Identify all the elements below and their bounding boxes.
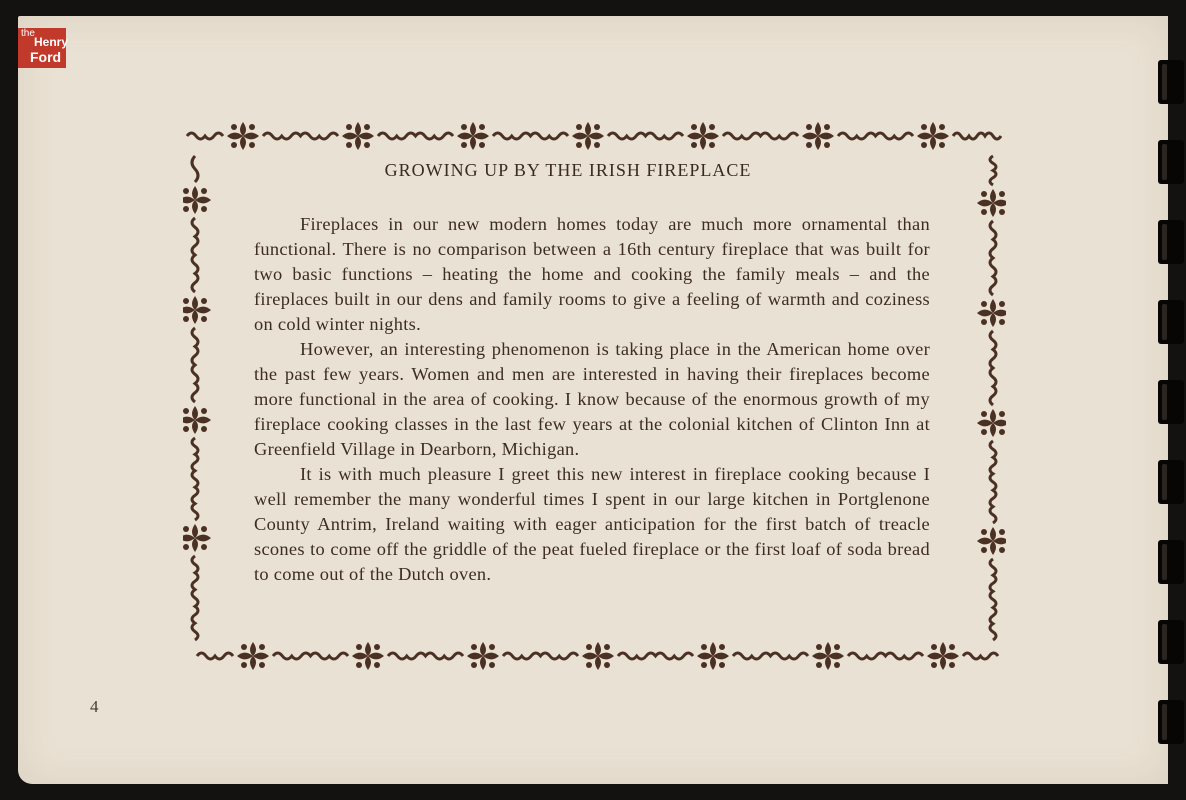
scroll-ornament	[197, 653, 233, 659]
binding-ring	[1158, 460, 1184, 504]
fleuron-ornament	[582, 642, 614, 670]
page-title: GROWING UP BY THE IRISH FIREPLACE	[384, 160, 752, 180]
scroll-ornament	[273, 653, 348, 659]
fleuron-ornament	[183, 406, 211, 434]
binding-ring	[1158, 540, 1184, 584]
scroll-ornament	[192, 556, 198, 640]
fleuron-ornament	[687, 122, 719, 150]
scroll-ornament	[990, 221, 996, 295]
paragraph: It is with much pleasure I greet this new interest in fireplace cooking because I well remember the many wonderful times I spent in our large kitchen in Portglenone County Antrim, Ireland waiting with eager anticipation for the first batch of treacle scones to come off the griddle of the peat fueled fireplace or the first loaf of soda bread to come out of the Dutch oven.	[254, 464, 930, 584]
page-number: 4	[90, 697, 99, 716]
scroll-ornament	[192, 438, 198, 520]
fleuron-ornament	[237, 642, 269, 670]
scroll-ornament	[618, 653, 693, 659]
paragraph: Fireplaces in our new modern homes today are much more ornamental than functional. There is no comparison between a 16th century fireplace that was built for two basic functions – heating the home and cooking the family meals – and the fireplaces built in our dens and family rooms to give a feeling of warmth and coziness on cold winter nights.	[254, 214, 930, 334]
scroll-ornament	[848, 653, 923, 659]
binding-ring	[1158, 60, 1184, 104]
paragraph: However, an interesting phenomenon is taking place in the American home over the past few years. Women and men are interested in having their fireplaces become more functional in the area of cooking. I know because of the enormous growth of my fireplace cooking classes in the last few years at the colonial kitchen of Clinton Inn at Greenfield Village in Dearborn, Michigan.	[254, 339, 930, 459]
fleuron-ornament	[977, 527, 1006, 555]
scroll-ornament	[963, 653, 998, 659]
scroll-ornament	[187, 133, 223, 139]
scroll-ornament	[723, 133, 798, 139]
scroll-ornament	[733, 653, 808, 659]
fleuron-ornament	[917, 122, 949, 150]
scroll-ornament	[953, 133, 1001, 139]
scroll-ornament	[990, 559, 996, 640]
fleuron-ornament	[927, 642, 959, 670]
scroll-ornament	[192, 328, 198, 402]
scroll-ornament	[493, 133, 568, 139]
scroll-ornament	[608, 133, 683, 139]
scroll-ornament	[990, 441, 996, 523]
fleuron-ornament	[572, 122, 604, 150]
fleuron-ornament	[467, 642, 499, 670]
binding-ring	[1158, 700, 1184, 744]
fleuron-ornament	[457, 122, 489, 150]
binding-ring	[1158, 620, 1184, 664]
fleuron-ornament	[812, 642, 844, 670]
spiral-binding	[1152, 0, 1186, 800]
body-text	[254, 212, 930, 587]
scroll-ornament	[192, 218, 198, 292]
henry-ford-logo: the Henry Ford	[18, 28, 66, 68]
fleuron-ornament	[227, 122, 259, 150]
fleuron-ornament	[183, 524, 211, 552]
scroll-ornament	[990, 331, 996, 405]
fleuron-ornament	[977, 189, 1006, 217]
fleuron-ornament	[183, 186, 211, 214]
binding-ring	[1158, 300, 1184, 344]
fleuron-ornament	[977, 299, 1006, 327]
fleuron-ornament	[697, 642, 729, 670]
fleuron-ornament	[352, 642, 384, 670]
binding-ring	[1158, 380, 1184, 424]
fleuron-ornament	[977, 409, 1006, 437]
binding-ring	[1158, 140, 1184, 184]
scroll-ornament	[388, 653, 463, 659]
fleuron-ornament	[183, 296, 211, 324]
scroll-ornament	[378, 133, 453, 139]
scroll-ornament	[263, 133, 338, 139]
fleuron-ornament	[342, 122, 374, 150]
scroll-ornament	[990, 156, 996, 185]
fleuron-ornament	[802, 122, 834, 150]
scroll-ornament	[503, 653, 578, 659]
scroll-ornament	[838, 133, 913, 139]
binding-ring	[1158, 220, 1184, 264]
